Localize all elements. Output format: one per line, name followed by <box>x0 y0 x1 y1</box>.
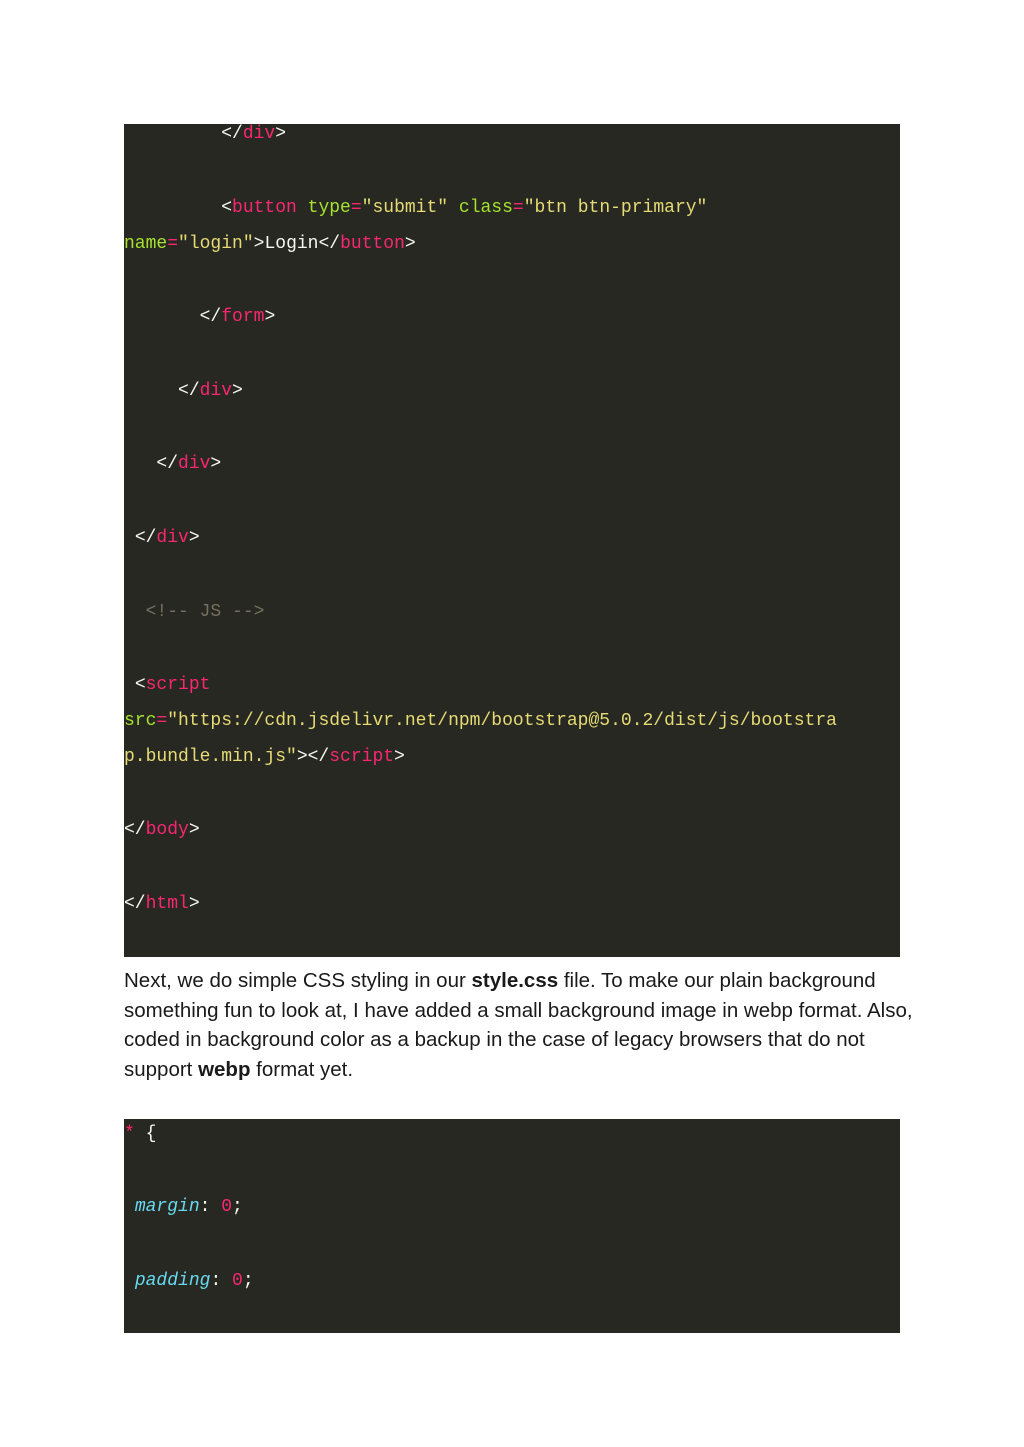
code-line: <button type="submit" class="btn btn-primary" <box>221 198 708 218</box>
code-line: src="https://cdn.jsdelivr.net/npm/bootstrap@5.0.2/dist/js/bootstra <box>124 711 837 731</box>
code-line: </html> <box>124 894 200 914</box>
format-emphasis: webp <box>198 1057 251 1081</box>
code-block-css <box>124 1119 900 1333</box>
code-line: padding: 0; <box>134 1271 254 1291</box>
code-line: </div> <box>178 381 243 401</box>
code-line: <script <box>134 675 211 695</box>
code-block-html <box>124 124 900 957</box>
code-line: margin: 0; <box>134 1197 243 1217</box>
code-line: </div> <box>156 454 222 474</box>
code-comment: <!-- JS --> <box>124 602 265 622</box>
code-line: name="login">Login</button> <box>124 234 416 254</box>
code-line: </div> <box>221 124 287 144</box>
code-line: </div> <box>134 528 200 548</box>
code-line: * { <box>124 1124 157 1144</box>
code-line: </body> <box>124 820 200 840</box>
code-line: </form> <box>199 307 276 327</box>
filename-emphasis: style.css <box>471 969 559 992</box>
code-line: p.bundle.min.js"></script> <box>124 747 405 767</box>
body-paragraph: Next, we do simple CSS styling in our style.css file. To make our plain background something fun to look at, I have added a small background image in webp format. Also, coded in background color as a backup in the case of legacy browsers that do not support webp format yet. <box>124 969 913 1081</box>
